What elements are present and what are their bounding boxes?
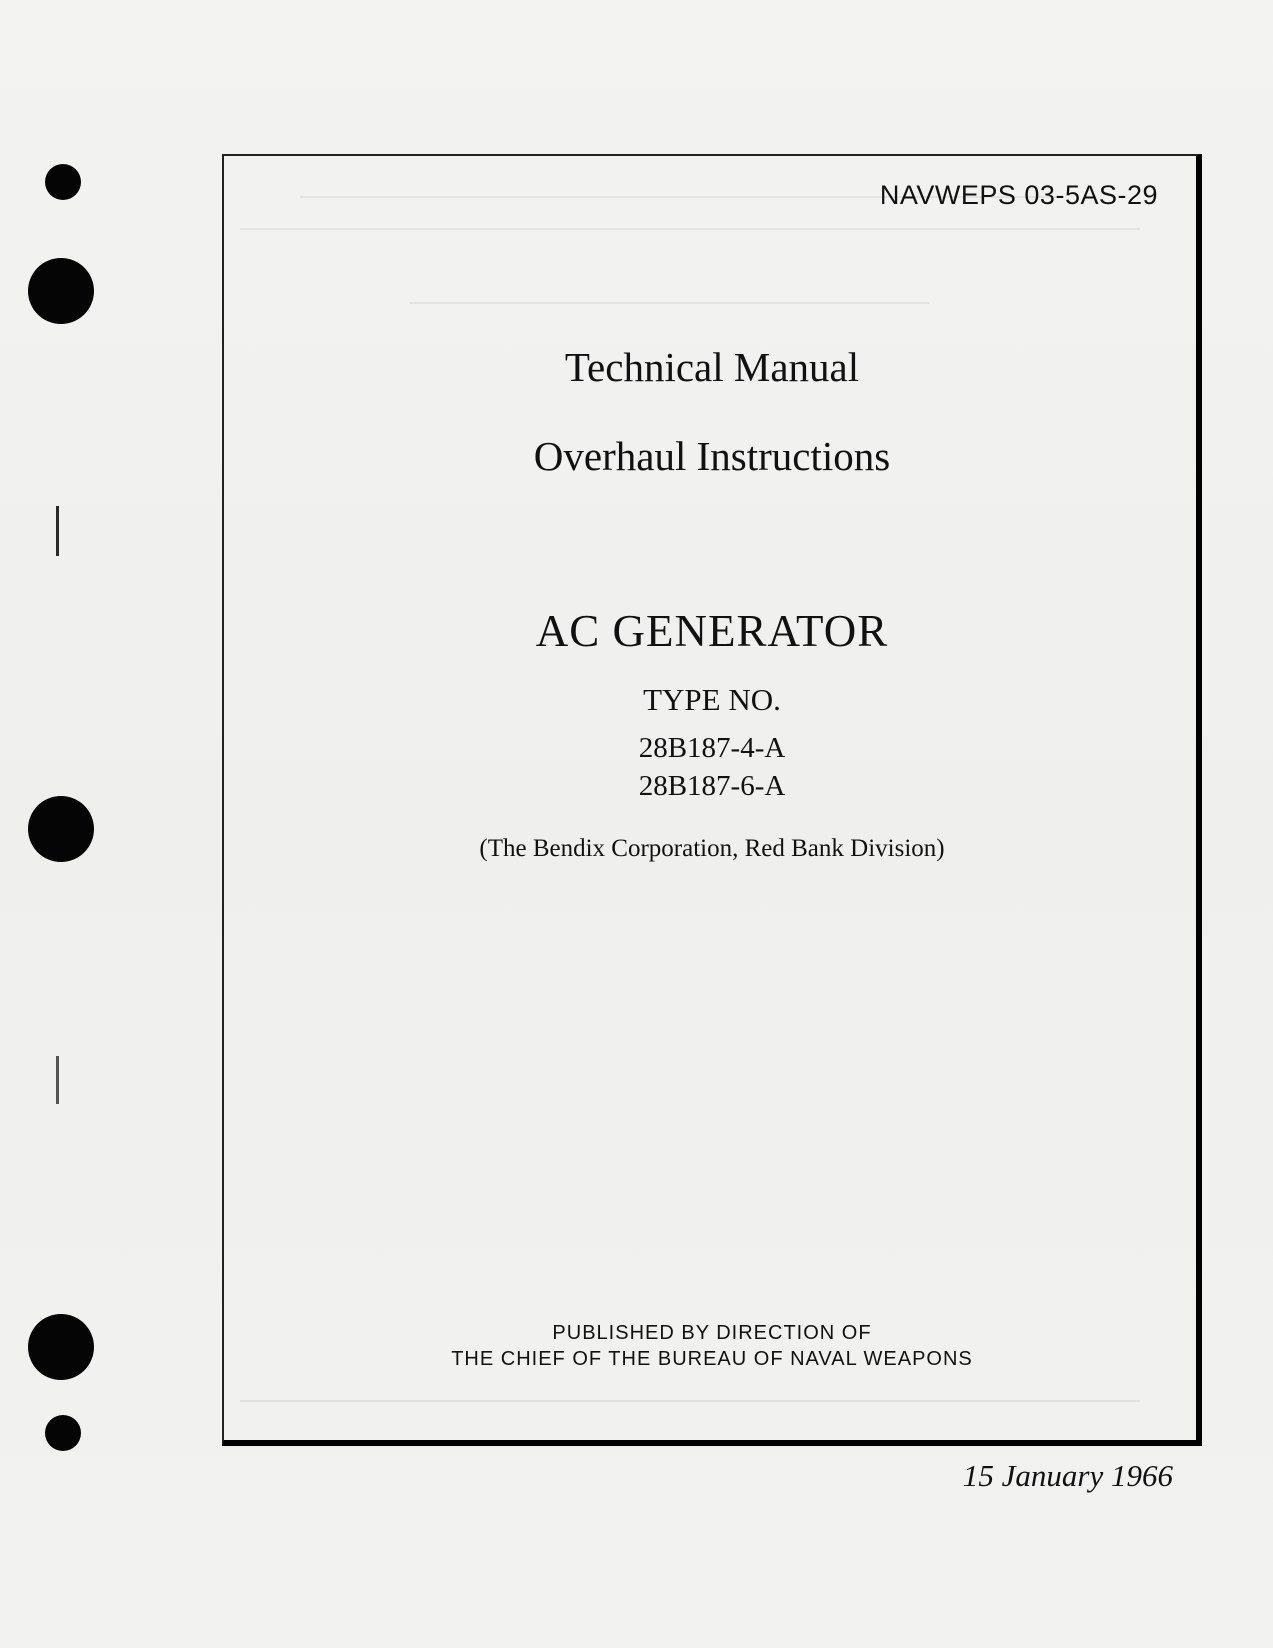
binding-mark xyxy=(56,1056,59,1104)
manufacturer-name: (The Bendix Corporation, Red Bank Division) xyxy=(479,835,945,862)
punch-hole-icon xyxy=(45,164,81,200)
model-number: 28B187-4-A xyxy=(638,732,786,764)
document-number: NAVWEPS 03-5AS-29 xyxy=(879,180,1158,210)
manual-title: Technical Manual xyxy=(564,344,860,390)
publisher-line: PUBLISHED BY DIRECTION OF xyxy=(552,1322,872,1344)
type-number-label: TYPE NO. xyxy=(643,682,781,717)
punch-hole-icon xyxy=(45,1415,81,1451)
punch-hole-icon xyxy=(28,796,94,862)
binding-mark xyxy=(56,506,59,556)
punch-hole-icon xyxy=(28,1314,94,1380)
publisher-line: THE CHIEF OF THE BUREAU OF NAVAL WEAPONS xyxy=(451,1348,973,1370)
equipment-name: AC GENERATOR xyxy=(535,606,889,656)
punch-hole-icon xyxy=(28,258,94,324)
publication-date: 15 January 1966 xyxy=(962,1458,1173,1493)
model-number: 28B187-6-A xyxy=(638,770,786,802)
manual-subtitle: Overhaul Instructions xyxy=(533,433,891,479)
